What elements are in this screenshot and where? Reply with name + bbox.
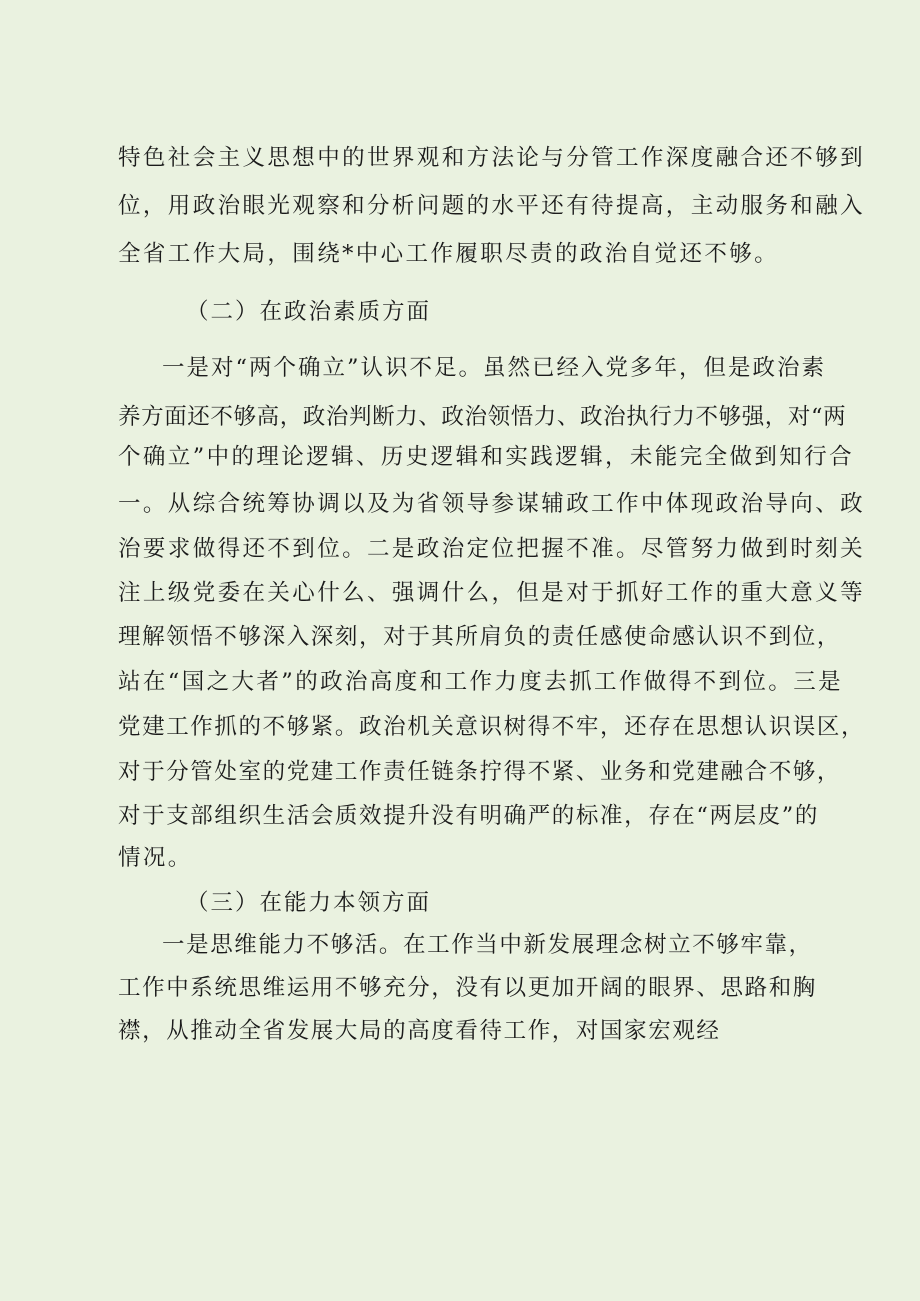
paragraph-line: 全省工作大局，围绕*中心工作履职尽责的政治自觉还不够。 bbox=[118, 241, 780, 267]
paragraph-line: 对于支部组织生活会质效提升没有明确严的标准，存在“两层皮”的 bbox=[118, 803, 820, 829]
paragraph-line: 襟，从推动全省发展大局的高度看待工作，对国家宏观经 bbox=[118, 1018, 721, 1044]
section-heading: （三）在能力本领方面 bbox=[186, 890, 432, 916]
paragraph-line: 工作中系统思维运用不够充分，没有以更加开阔的眼界、思路和胸 bbox=[118, 975, 817, 1001]
paragraph-line: 情况。 bbox=[118, 845, 193, 871]
paragraph-line: 治要求做得还不到位。二是政治定位把握不准。尽管努力做到时刻关 bbox=[118, 536, 866, 562]
paragraph-line: 个确立”中的理论逻辑、历史逻辑和实践逻辑，未能完全做到知行合 bbox=[118, 444, 855, 470]
paragraph-line: 养方面还不够高，政治判断力、政治领悟力、政治执行力不够强，对“两 bbox=[118, 404, 847, 430]
paragraph-line: 一是思维能力不够活。在工作当中新发展理念树立不够牢靠， bbox=[162, 932, 813, 958]
paragraph-line: 理解领悟不够深入深刻，对于其所肩负的责任感使命感认识不到位， bbox=[118, 624, 842, 650]
paragraph-line: 党建工作抓的不够紧。政治机关意识树得不牢，还存在思想认识误区， bbox=[118, 714, 866, 740]
paragraph-line: 特色社会主义思想中的世界观和方法论与分管工作深度融合还不够到 bbox=[118, 145, 866, 171]
paragraph-line: 注上级党委在关心什么、强调什么，但是对于抓好工作的重大意义等 bbox=[118, 580, 866, 606]
paragraph-line: 一。从综合统筹协调以及为省领导参谋辅政工作中体现政治导向、政 bbox=[118, 491, 866, 517]
section-heading: （二）在政治素质方面 bbox=[186, 299, 432, 325]
paragraph-line: 位，用政治眼光观察和分析问题的水平还有待提高，主动服务和融入 bbox=[118, 193, 866, 219]
paragraph-line: 对于分管处室的党建工作责任链条拧得不紧、业务和党建融合不够， bbox=[118, 759, 842, 785]
paragraph-line: 站在“国之大者”的政治高度和工作力度去抓工作做得不到位。三是 bbox=[118, 669, 844, 695]
paragraph-line: 一是对“两个确立”认识不足。虽然已经入党多年，但是政治素 bbox=[162, 355, 827, 381]
